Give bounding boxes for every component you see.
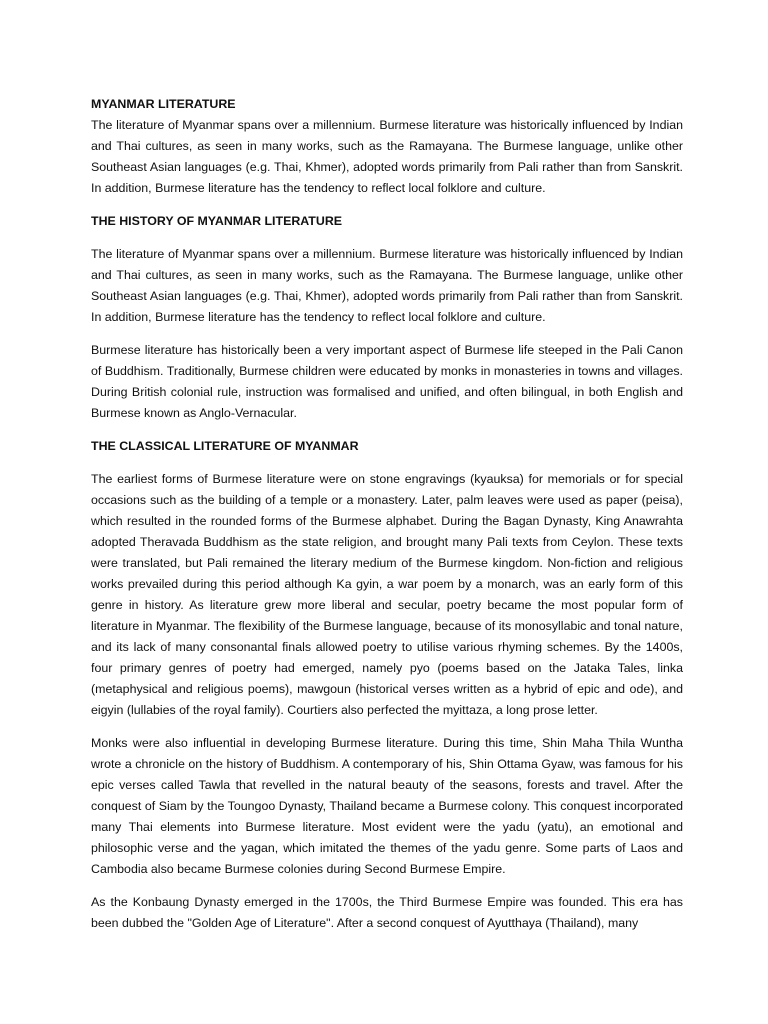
section-heading-history: THE HISTORY OF MYANMAR LITERATURE xyxy=(91,214,343,228)
intro-paragraph: The literature of Myanmar spans over a millennium. Burmese literature was historically influenced by Indian and Thai cultures, as seen in many works, such as the Ramayana. The Burmese language, unlike other Southeast Asian languages (e.g. Thai, Khmer), adopted words primarily from Pali rather than from Sanskrit. In addition, Burmese literature has the tendency to reflect local folklore and culture. xyxy=(91,118,683,195)
document-body xyxy=(91,94,683,934)
document-title: MYANMAR LITERATURE xyxy=(91,97,236,111)
history-paragraph-2: Burmese literature has historically been a very important aspect of Burmese life steeped in the Pali Canon of Buddhism. Traditionally, Burmese children were educated by monks in monasteries in towns and villages. During British colonial rule, instruction was formalised and unified, and often bilingual, in both English and Burmese known as Anglo-Vernacular. xyxy=(91,343,683,420)
classical-paragraph-2: Monks were also influential in developing Burmese literature. During this time, Shin Maha Thila Wuntha wrote a chronicle on the history of Buddhism. A contemporary of his, Shin Ottama Gyaw, was famous for his epic verses called Tawla that revelled in the natural beauty of the seasons, forests and travel. After the conquest of Siam by the Toungoo Dynasty, Thailand became a Burmese colony. This conquest incorporated many Thai elements into Burmese literature. Most evident were the yadu (yatu), an emotional and philosophic verse and the yagan, which imitated the themes of the yadu genre. Some parts of Laos and Cambodia also became Burmese colonies during Second Burmese Empire. xyxy=(91,736,683,876)
history-paragraph-1: The literature of Myanmar spans over a millennium. Burmese literature was historically influenced by Indian and Thai cultures, as seen in many works, such as the Ramayana. The Burmese language, unlike other Southeast Asian languages (e.g. Thai, Khmer), adopted words primarily from Pali rather than from Sanskrit. In addition, Burmese literature has the tendency to reflect local folklore and culture. xyxy=(91,247,683,324)
classical-paragraph-3: As the Konbaung Dynasty emerged in the 1700s, the Third Burmese Empire was founded. This era has been dubbed the "Golden Age of Literature". After a second conquest of Ayutthaya (Thailand), many xyxy=(91,895,683,930)
section-heading-classical: THE CLASSICAL LITERATURE OF MYANMAR xyxy=(91,439,359,453)
classical-paragraph-1: The earliest forms of Burmese literature were on stone engravings (kyauksa) for memorials or for special occasions such as the building of a temple or a monastery. Later, palm leaves were used as paper (peisa), which resulted in the rounded forms of the Burmese alphabet. During the Bagan Dynasty, King Anawrahta adopted Theravada Buddhism as the state religion, and brought many Pali texts from Ceylon. These texts were translated, but Pali remained the literary medium of the Burmese kingdom. Non-fiction and religious works prevailed during this period although Ka gyin, a war poem by a monarch, was an early form of this genre in history. As literature grew more liberal and secular, poetry became the most popular form of literature in Myanmar. The flexibility of the Burmese language, because of its monosyllabic and tonal nature, and its lack of many consonantal finals allowed poetry to utilise various rhyming schemes. By the 1400s, four primary genres of poetry had emerged, namely pyo (poems based on the Jataka Tales, linka (metaphysical and religious poems), mawgoun (historical verses written as a hybrid of epic and ode), and eigyin (lullabies of the royal family). Courtiers also perfected the myittaza, a long prose letter. xyxy=(91,472,683,717)
